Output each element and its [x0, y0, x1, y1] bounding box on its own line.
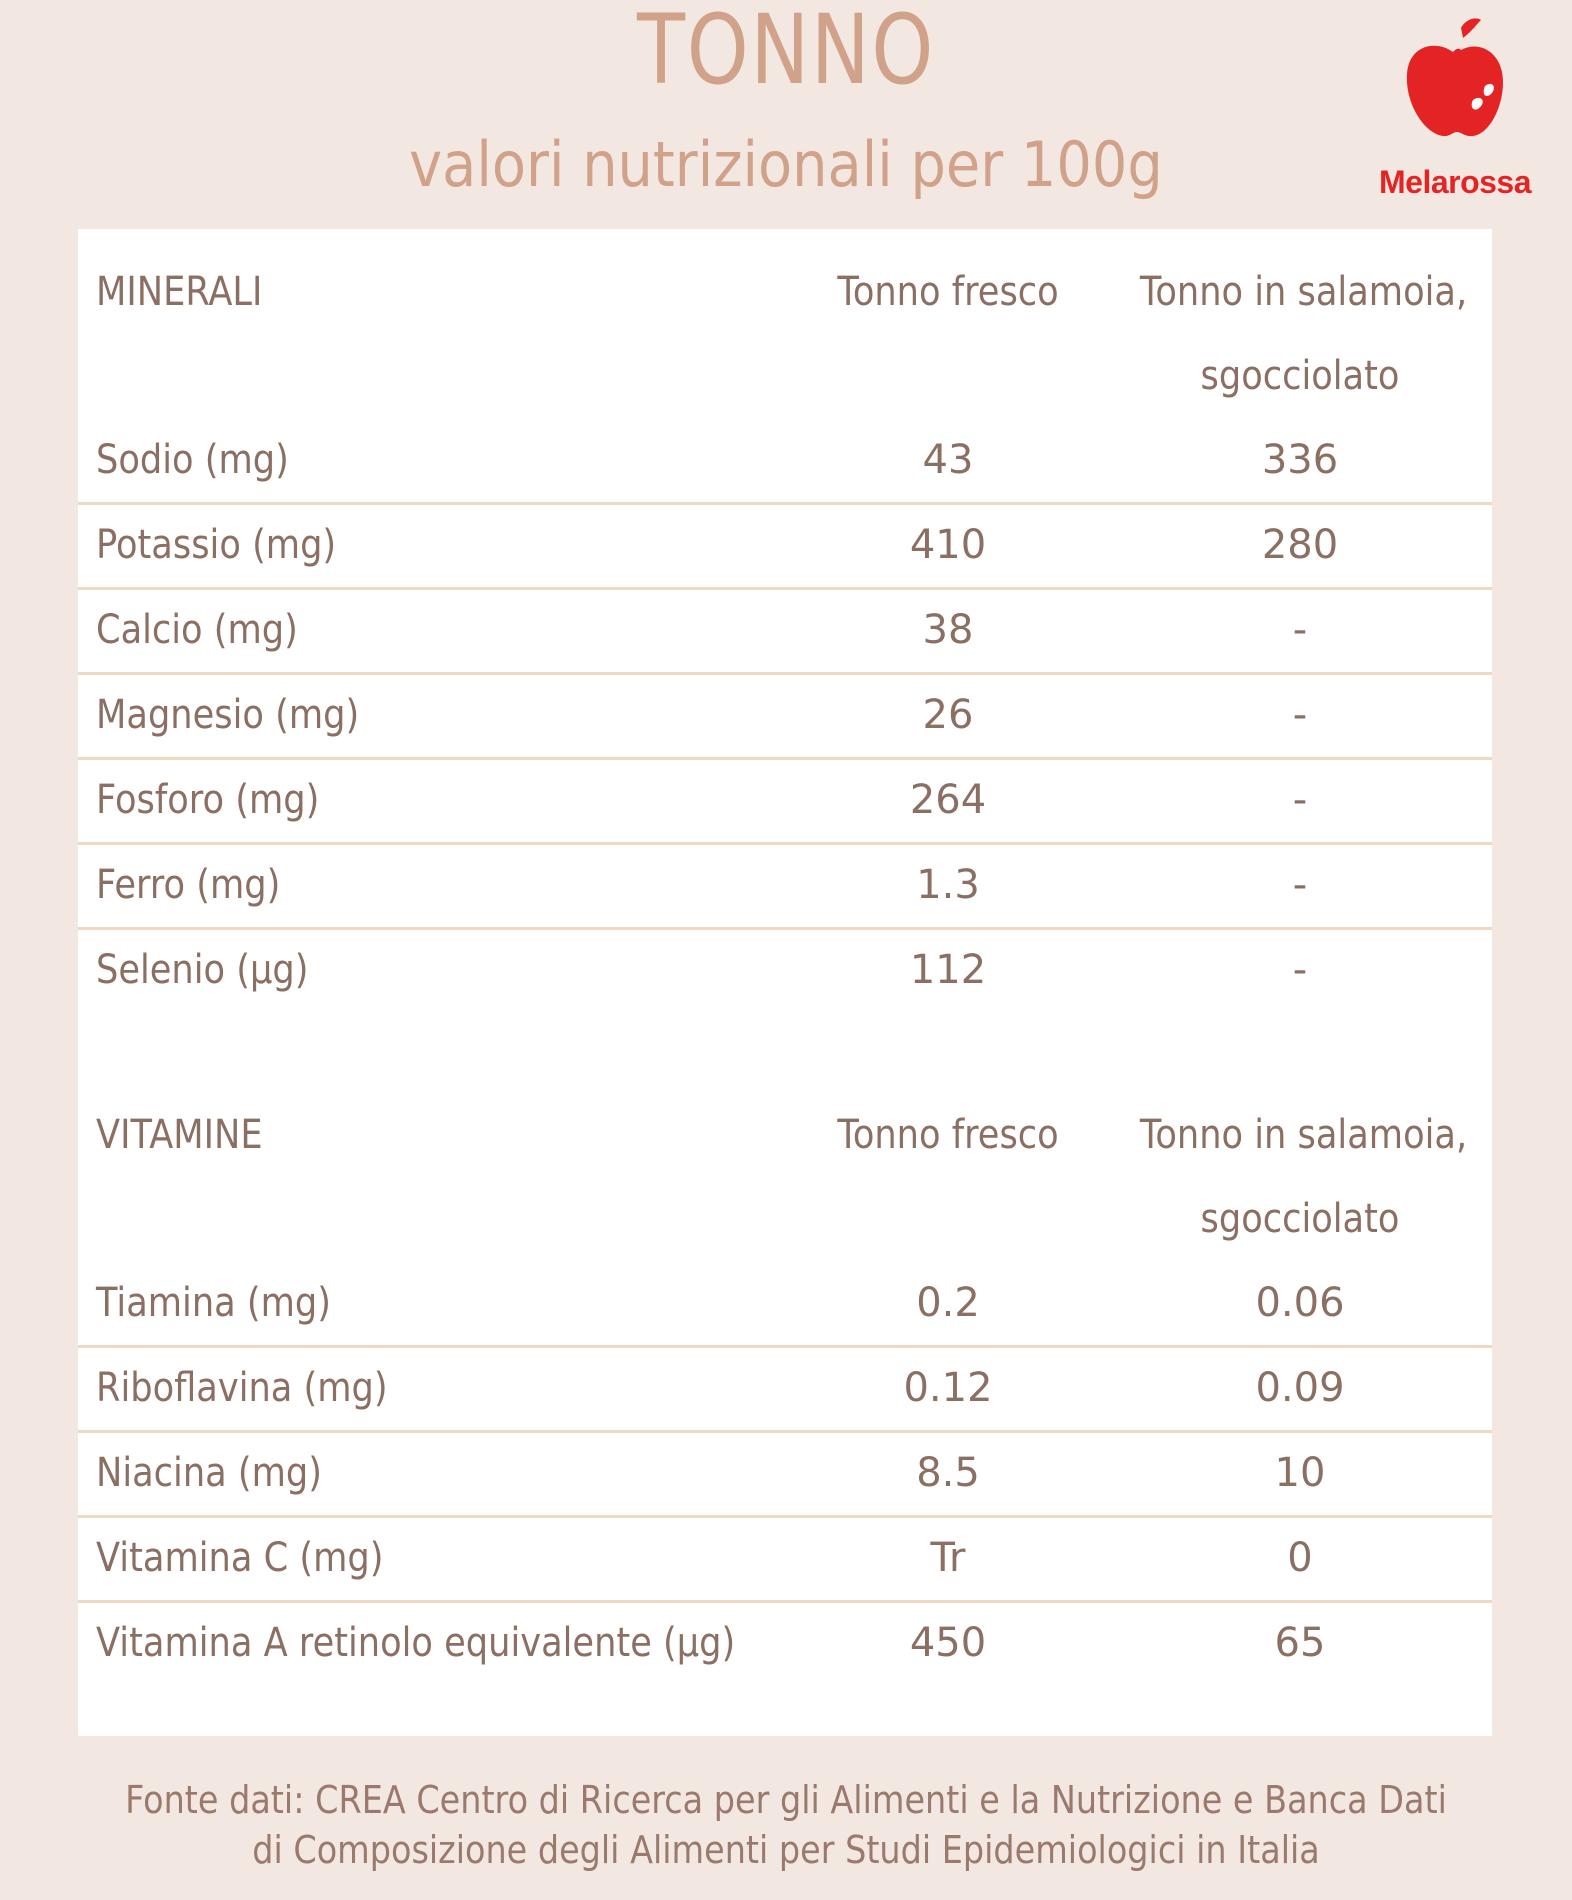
value-fresh: 8.5: [916, 1450, 980, 1496]
table-row: [78, 843, 1492, 930]
nutrient-name: Sodio (mg): [96, 437, 289, 483]
page-title: TONNO: [637, 0, 935, 106]
value-brine: 0.09: [1255, 1365, 1345, 1411]
value-fresh: Tr: [930, 1535, 966, 1581]
value-brine: -: [1292, 947, 1308, 993]
page-subtitle: valori nutrizionali per 100g: [409, 128, 1163, 201]
col-header-brine: Tonno in salamoia,: [1139, 269, 1468, 315]
vitamine-header-row: [78, 1093, 1492, 1177]
value-fresh: 0.2: [916, 1280, 980, 1326]
value-fresh: 450: [909, 1620, 987, 1666]
data-source-note: [0, 1775, 1572, 1875]
value-brine: 0: [1287, 1535, 1313, 1581]
table-row: [78, 1431, 1492, 1518]
col-header-brine-cont: sgocciolato: [1200, 1196, 1400, 1242]
table-row: [78, 418, 1492, 505]
nutrient-name: Ferro (mg): [96, 862, 281, 908]
table-row: [78, 1601, 1492, 1685]
nutrient-name: Magnesio (mg): [96, 692, 360, 738]
value-fresh: 410: [909, 522, 987, 568]
table-row: [78, 588, 1492, 675]
value-brine: 10: [1274, 1450, 1326, 1496]
table-row: [78, 758, 1492, 845]
vitamine-header-row-2: [78, 1177, 1492, 1261]
minerali-header-row-2: [78, 334, 1492, 418]
value-brine: -: [1292, 607, 1308, 653]
value-fresh: 1.3: [916, 862, 980, 908]
table-row: [78, 928, 1492, 1012]
nutrient-name: Vitamina A retinolo equivalente (µg): [96, 1620, 736, 1666]
value-fresh: 112: [909, 947, 987, 993]
table-row: [78, 1516, 1492, 1603]
vitamine-section-label: VITAMINE: [96, 1112, 263, 1158]
nutrition-table: [78, 229, 1492, 1736]
value-brine: 336: [1261, 437, 1339, 483]
value-brine: 280: [1261, 522, 1339, 568]
nutrient-name: Potassio (mg): [96, 522, 337, 568]
nutrient-name: Niacina (mg): [96, 1450, 322, 1496]
value-fresh: 43: [922, 437, 974, 483]
col-header-fresh: Tonno fresco: [837, 1112, 1059, 1158]
col-header-brine: Tonno in salamoia,: [1139, 1112, 1468, 1158]
source-line-2: di Composizione degli Alimenti per Studi Epidemiologici in Italia: [252, 1828, 1320, 1872]
nutrient-name: Fosforo (mg): [96, 777, 320, 823]
nutrient-name: Selenio (µg): [96, 947, 309, 993]
table-row: [78, 673, 1492, 760]
col-header-brine-cont: sgocciolato: [1200, 353, 1400, 399]
value-fresh: 0.12: [903, 1365, 993, 1411]
value-brine: -: [1292, 777, 1308, 823]
value-fresh: 264: [909, 777, 987, 823]
brand-name: Melarossa: [1378, 164, 1532, 200]
minerali-section-label: MINERALI: [96, 269, 263, 315]
table-row: [78, 503, 1492, 590]
apple-icon: [1403, 18, 1507, 148]
value-brine: -: [1292, 692, 1308, 738]
table-row: [78, 1346, 1492, 1433]
brand-logo: [1370, 18, 1540, 208]
nutrient-name: Vitamina C (mg): [96, 1535, 384, 1581]
nutrient-name: Tiamina (mg): [96, 1280, 332, 1326]
col-header-fresh: Tonno fresco: [837, 269, 1059, 315]
source-line-1: Fonte dati: CREA Centro di Ricerca per gli Alimenti e la Nutrizione e Banca Dati: [125, 1778, 1447, 1822]
nutrient-name: Riboflavina (mg): [96, 1365, 388, 1411]
value-brine: -: [1292, 862, 1308, 908]
value-fresh: 26: [922, 692, 974, 738]
table-row: [78, 1261, 1492, 1348]
value-brine: 65: [1274, 1620, 1326, 1666]
value-fresh: 38: [922, 607, 974, 653]
minerali-header-row: [78, 250, 1492, 334]
nutrient-name: Calcio (mg): [96, 607, 298, 653]
value-brine: 0.06: [1255, 1280, 1345, 1326]
